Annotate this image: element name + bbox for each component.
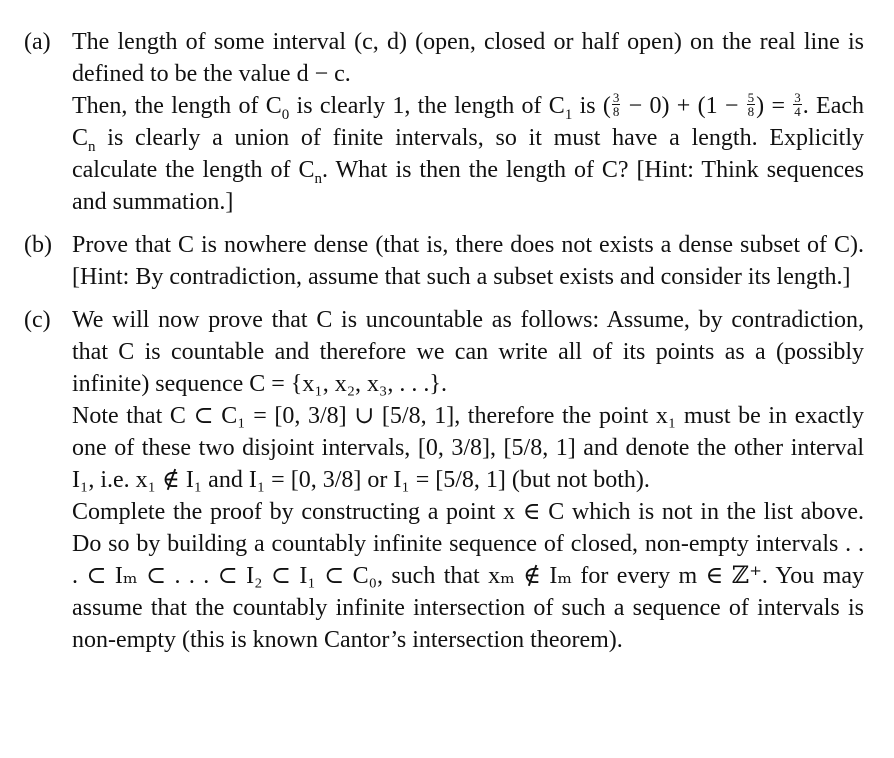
part-b	[0, 229, 894, 293]
part-b-label: (b)	[24, 232, 52, 258]
part-c	[0, 304, 894, 656]
part-b-paragraph-1: Prove that C is nowhere dense (that is, there does not exists a dense subset of C). [Hint: By contradiction, assume that such a subset exists and consider its length.]	[72, 232, 864, 290]
part-c-paragraph-2: Note that C ⊂ C₁ = [0, 3/8] ∪ [5/8, 1], therefore the point x₁ must be in exactly one of these two disjoint intervals, [0, 3/8], [5/8, 1] and denote the other interval I₁, i.e. x₁ ∉ I₁ and I₁ = [0, 3/8] or I₁ = [5/8, 1] (but not both).	[72, 403, 864, 493]
fraction-3-4: $\frac{3}{4}$	[794, 89, 801, 119]
fraction-3-8: $\frac{3}{8}$	[612, 89, 620, 119]
part-c-paragraph-1: We will now prove that C is uncountable as follows: Assume, by contradiction, that C is countable and therefore we can write all of its points as a (possibly infinite) sequence C = {x₁, x₂, x₃, . . .}.	[72, 307, 864, 397]
fraction-5-8: $\frac{5}{8}$	[747, 89, 755, 119]
part-a-label: (a)	[24, 29, 51, 55]
problem-sheet	[0, 26, 894, 667]
part-a-paragraph-2: Then, the length of $C_0$ is clearly 1, the length of $C_1$ is ( $\frac{3}{8}$ − 0) + (1 − $\frac{5}{8}$ ) = $\frac{3}{4}$ . Each $C_n$ is clearly a union of finite intervals, so it must have a length. Explicitly calculate the length of $C_n$. What is then the length of C? [Hint: Think sequences and summation.]	[72, 89, 865, 215]
part-a	[0, 26, 894, 218]
part-a-paragraph-1: The length of some interval (c, d) (open, closed or half open) on the real line is defined to be the value d − c.	[72, 29, 864, 87]
part-c-paragraph-3: Complete the proof by constructing a point x ∈ C which is not in the list above. Do so by building a countably infinite sequence of closed, non-empty intervals . . . ⊂ Iₘ ⊂ . . . ⊂ I₂ ⊂ I₁ ⊂ C₀, such that xₘ ∉ Iₘ for every m ∈ ℤ⁺. You may assume that the countably infinite intersection of such a sequence of intervals is non-empty (this is known Cantor’s intersection theorem).	[72, 499, 864, 653]
part-c-label: (c)	[24, 307, 51, 333]
